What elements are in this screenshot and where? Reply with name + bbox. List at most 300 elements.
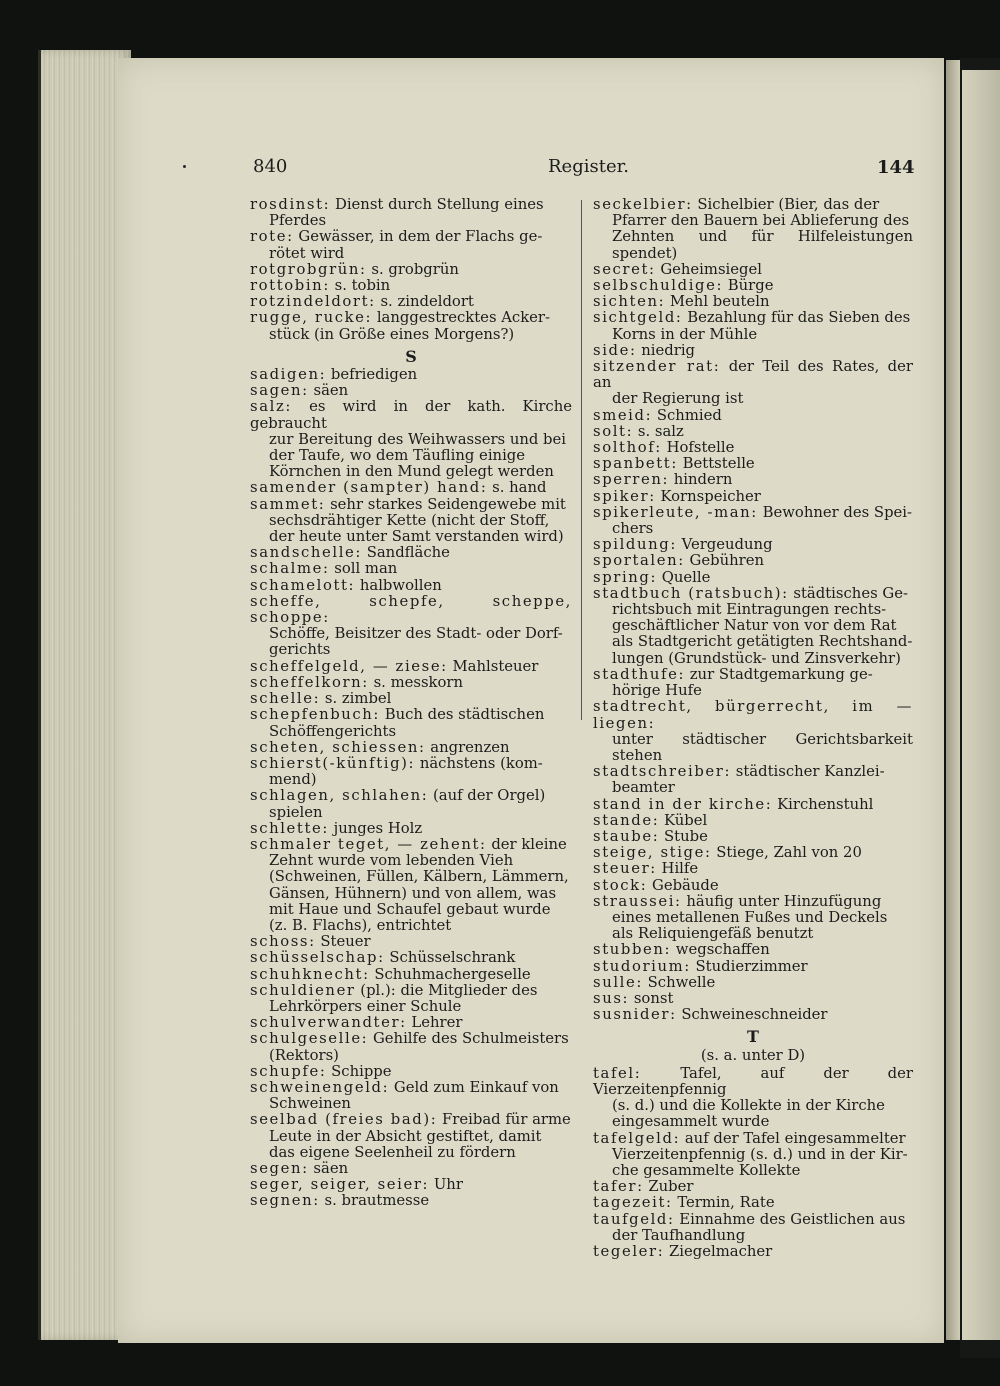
entry-first-line [250, 740, 572, 756]
entry-term: scheffe, schepfe, scheppe, schoppe: [250, 592, 572, 627]
entry-first-line [250, 934, 572, 950]
entry-term: tegeler: [593, 1243, 665, 1260]
index-entry [593, 505, 913, 537]
entry-continuation: Leute in der Absicht gestiftet, damit [269, 1127, 542, 1145]
entry-first-line [593, 1131, 913, 1147]
entry-term: spildung: [593, 536, 677, 554]
entry-first-line [250, 983, 572, 999]
entry-definition: Gewässer, in dem der Flachs ge- [293, 228, 543, 246]
entry-first-line [593, 813, 913, 829]
entry-definition: Gebühren [684, 552, 765, 570]
entry-definition: der Teil des Rates, der an [593, 358, 913, 392]
entry-first-line [593, 408, 913, 424]
entry-first-line [593, 1179, 913, 1195]
index-entry [593, 861, 913, 877]
entry-definition: niedrig [636, 341, 696, 359]
entry-first-line [593, 424, 913, 440]
entry-first-line [593, 797, 913, 813]
entry-first-line [250, 659, 572, 675]
entry-term: scheffelkorn: [250, 673, 369, 691]
page-gutter-shadow [946, 60, 960, 1340]
entry-term: stock: [593, 876, 648, 894]
entry-term: schalme: [250, 560, 330, 578]
entry-first-line [593, 310, 913, 326]
entry-first-line [250, 707, 572, 723]
entry-term: staube: [593, 827, 660, 845]
entry-definition: (auf der Orgel) [428, 787, 546, 805]
entry-first-line [250, 545, 572, 561]
index-entry [593, 1179, 913, 1195]
entry-term: schlagen, schlahen: [250, 787, 429, 805]
entry-definition: wegschaffen [671, 941, 770, 959]
entry-definition: sonst [629, 989, 674, 1007]
entry-term: seger, seiger, seier: [250, 1176, 430, 1194]
entry-definition: halbwollen [355, 576, 442, 594]
entry-definition: Steuer [315, 933, 371, 951]
entry-definition: Geld zum Einkauf von [389, 1078, 559, 1096]
entry-first-line [593, 537, 913, 553]
page-number-right: 144 [877, 157, 915, 178]
entry-continuation: geschäftlicher Natur von vor dem Rat [612, 617, 897, 635]
index-entry [250, 578, 572, 594]
entry-term: sagen: [250, 382, 309, 400]
entry-first-line [593, 505, 913, 521]
entry-term: taufgeld: [593, 1210, 675, 1228]
entry-first-line [593, 343, 913, 359]
entry-definition: Vergeudung [676, 536, 773, 554]
entry-first-line [250, 399, 572, 431]
entry-first-line [250, 691, 572, 707]
entry-first-line [250, 1161, 572, 1177]
entry-term: rugge, rucke: [250, 309, 373, 327]
entry-term: sichtgeld: [593, 309, 683, 327]
index-entry [250, 740, 572, 756]
entry-definition: Bezahlung für das Sieben des [682, 309, 911, 327]
entry-definition: Geheimsiegel [655, 260, 762, 278]
index-entry [250, 691, 572, 707]
entry-term: schoss: [250, 933, 316, 951]
index-entry [593, 586, 913, 667]
index-entry [593, 262, 913, 278]
entry-continuation: eingesammelt wurde [612, 1113, 770, 1131]
entry-continuation: unter städtischer Gerichtsbarkeit stehen [612, 730, 913, 764]
entry-first-line [593, 1066, 913, 1098]
entry-first-line [250, 561, 572, 577]
entry-term: segen: [250, 1159, 309, 1177]
entry-first-line [593, 878, 913, 894]
entry-definition: Buch des städtischen [380, 706, 545, 724]
entry-term: sportalen: [593, 552, 685, 570]
entry-first-line [250, 1112, 572, 1128]
entry-continuation: das eigene Seelenheil zu fördern [269, 1143, 516, 1161]
entry-definition: Stiege, Zahl von 20 [711, 844, 862, 862]
entry-term: solt: [593, 422, 634, 440]
entry-definition: hindern [669, 471, 733, 489]
entry-first-line [250, 788, 572, 804]
index-entry [593, 894, 913, 943]
index-entry [250, 229, 572, 261]
entry-definition: Studierzimmer [690, 957, 808, 975]
entry-continuation: hörige Hufe [612, 682, 702, 700]
entry-continuation: der Taufhandlung [612, 1226, 746, 1244]
entry-term: rotzindeldort: [250, 293, 376, 311]
entry-first-line [250, 197, 572, 213]
entry-definition: Bewohner des Spei- [757, 503, 913, 521]
entry-definition: soll man [329, 560, 398, 578]
entry-continuation: Gänsen, Hühnern) und von allem, was [269, 884, 557, 902]
entry-continuation: Körnchen in den Mund gelegt werden [269, 463, 554, 481]
entry-term: tafer: [593, 1178, 644, 1196]
entry-continuation: (s. d.) und die Kollekte in der Kirche [612, 1097, 885, 1115]
entry-first-line [250, 278, 572, 294]
entry-term: tafel: [593, 1064, 642, 1082]
entry-term: sichten: [593, 293, 666, 311]
entry-term: rote: [250, 228, 294, 246]
entry-term: schweinengeld: [250, 1078, 390, 1096]
entry-term: stadtbuch (ratsbuch): [593, 584, 789, 602]
entry-continuation: gerichts [269, 641, 331, 659]
entry-first-line [593, 1007, 913, 1023]
index-entry [593, 278, 913, 294]
entry-first-line [250, 294, 572, 310]
index-entry [593, 359, 913, 408]
index-entry [593, 1244, 913, 1260]
entry-first-line [593, 553, 913, 569]
running-title: Register. [548, 156, 629, 177]
entry-term: segnen: [250, 1192, 320, 1210]
index-entry [250, 310, 572, 342]
entry-term: spring: [593, 568, 658, 586]
index-entry [593, 975, 913, 991]
entry-continuation: (Schweinen, Füllen, Kälbern, Lämmern, [269, 868, 569, 886]
entry-term: stadthufe: [593, 665, 686, 683]
entry-definition: Termin, Rate [672, 1194, 775, 1212]
entry-continuation: als Reliquiengefäß benutzt [612, 925, 814, 943]
index-entry [250, 967, 572, 983]
entry-definition: s. brautmesse [319, 1192, 430, 1210]
entry-definition: Sandfläche [362, 544, 450, 562]
index-entry [593, 1195, 913, 1211]
index-entry [593, 959, 913, 975]
entry-definition: langgestrecktes Acker- [372, 309, 551, 327]
entry-term: schamelott: [250, 576, 356, 594]
entry-first-line [250, 383, 572, 399]
index-entry [593, 845, 913, 861]
entry-definition: angrenzen [425, 738, 510, 756]
entry-term: sperren: [593, 471, 670, 489]
entry-first-line [593, 197, 913, 213]
entry-definition: Mehl beuteln [665, 293, 770, 311]
entry-definition: städtischer Kanzlei- [731, 763, 885, 781]
entry-first-line [593, 894, 913, 910]
entry-definition: Zuber [643, 1178, 694, 1196]
index-entry [250, 294, 572, 310]
index-entry [250, 561, 572, 577]
entry-continuation: Vierzeitenpfennig (s. d.) und in der Kir- [612, 1145, 908, 1163]
entry-term: seckelbier: [593, 196, 693, 213]
entry-first-line [250, 1031, 572, 1047]
entry-first-line [250, 1080, 572, 1096]
entry-term: spiker: [593, 487, 656, 505]
entry-term: sammet: [250, 495, 326, 513]
entry-continuation: eines metallenen Fußes und Deckels [612, 908, 888, 926]
entry-term: smeid: [593, 406, 653, 424]
entry-term: samender (sampter) hand: [250, 479, 488, 497]
entry-first-line [593, 667, 913, 683]
entry-first-line [593, 586, 913, 602]
column-divider [581, 200, 582, 720]
index-entry [593, 294, 913, 310]
index-entry [593, 456, 913, 472]
entry-term: sulle: [593, 973, 643, 991]
entry-definition: auf der Tafel eingesammelter [680, 1129, 906, 1147]
entry-term: schuhknecht: [250, 965, 370, 983]
entry-definition: häufig unter Hinzufügung [681, 892, 882, 910]
entry-term: stadtrecht, bürgerrecht, im — liegen: [593, 698, 913, 732]
entry-continuation: lungen (Grundstück- und Zinsverkehr) [612, 649, 901, 667]
index-entry [593, 537, 913, 553]
index-entry [593, 764, 913, 796]
entry-first-line [250, 594, 572, 626]
entry-definition: Schüsselschrank [384, 949, 516, 967]
index-entry [593, 1066, 913, 1131]
entry-continuation: che gesammelte Kollekte [612, 1161, 801, 1179]
index-entry [250, 594, 572, 659]
entry-first-line [250, 1064, 572, 1080]
entry-definition: Kübel [659, 811, 708, 829]
entry-term: sandschelle: [250, 544, 362, 562]
entry-definition: Einnahme des Geistlichen aus [674, 1210, 906, 1228]
entry-definition: Ziegelmacher [664, 1243, 773, 1260]
entry-definition: Lehrer [406, 1014, 463, 1032]
index-entry [250, 756, 572, 788]
entry-term: sitzender rat: [593, 358, 721, 376]
entry-continuation: mend) [269, 771, 317, 789]
index-entry [250, 821, 572, 837]
entry-first-line [250, 756, 572, 772]
entry-continuation: Schöffengerichts [269, 722, 397, 740]
entry-term: rottobin: [250, 277, 330, 295]
entry-continuation: Lehrkörpers einer Schule [269, 997, 462, 1015]
index-entry [593, 991, 913, 1007]
index-entry [593, 310, 913, 342]
entry-term: stubben: [593, 941, 672, 959]
index-entry [250, 707, 572, 739]
entry-term: solthof: [593, 439, 662, 457]
entry-first-line [593, 359, 913, 391]
right-entries-before [593, 197, 913, 1023]
index-entry [593, 699, 913, 764]
entry-term: rosdinst: [250, 196, 331, 213]
index-entry [593, 440, 913, 456]
entry-continuation: beamter [612, 779, 675, 797]
entry-definition: Kirchenstuhl [772, 795, 874, 813]
entry-definition: säen [308, 382, 349, 400]
index-entry [593, 197, 913, 262]
entry-definition: s. tobin [329, 277, 391, 295]
entry-definition: der kleine [486, 835, 567, 853]
entry-definition: Bürge [723, 277, 774, 295]
entry-term: schupfe: [250, 1062, 327, 1080]
index-entry [593, 424, 913, 440]
entry-first-line [250, 367, 572, 383]
entry-first-line [593, 829, 913, 845]
entry-term: sadigen: [250, 366, 327, 384]
entry-first-line [250, 578, 572, 594]
entry-definition: es wird in der kath. Kirche gebraucht [250, 398, 572, 432]
entry-first-line [593, 472, 913, 488]
entry-definition: säen [308, 1159, 349, 1177]
entry-continuation: mit Haue und Schaufel gebaut wurde [269, 900, 551, 918]
entry-continuation: Zehnten und für Hilfeleistungen spendet) [612, 228, 913, 262]
index-entry [250, 837, 572, 934]
entry-continuation: der heute unter Samt verstanden wird) [269, 528, 564, 546]
left-entries-before [250, 197, 572, 343]
entry-continuation: (z. B. Flachs), entrichtet [269, 916, 452, 934]
index-entry [250, 1031, 572, 1063]
entry-definition: s. zindeldort [375, 293, 474, 311]
entry-first-line [593, 440, 913, 456]
entry-definition: befriedigen [326, 366, 418, 384]
entry-continuation: richtsbuch mit Eintragungen rechts- [612, 601, 887, 619]
entry-continuation: der Regierung ist [612, 390, 744, 408]
index-entry [593, 1007, 913, 1023]
left-column [250, 197, 572, 1210]
entry-first-line [593, 278, 913, 294]
entry-term: schüsselschap: [250, 949, 385, 967]
entry-term: schepfenbuch: [250, 706, 381, 724]
entry-first-line [250, 967, 572, 983]
entry-term: schulverwandter: [250, 1014, 407, 1032]
index-entry [250, 367, 572, 383]
entry-definition: s. hand [487, 479, 547, 497]
entry-continuation: Korns in der Mühle [612, 325, 758, 343]
entry-first-line [250, 821, 572, 837]
entry-term: stand in der kirche: [593, 795, 773, 813]
entry-continuation: Schöffe, Beisitzer des Stadt- oder Dorf- [269, 625, 563, 643]
entry-term: schelle: [250, 690, 321, 708]
entry-first-line [593, 456, 913, 472]
entry-definition: s. grobgrün [366, 260, 459, 278]
right-column [593, 197, 913, 1260]
entry-term: steige, stige: [593, 844, 712, 862]
entry-continuation: Pfarrer den Bauern bei Ablieferung des [612, 212, 910, 230]
entry-first-line [593, 489, 913, 505]
index-entry [250, 1015, 572, 1031]
index-entry [250, 659, 572, 675]
entry-first-line [250, 497, 572, 513]
section-note: (s. a. unter D) [700, 1046, 806, 1064]
entry-definition: Bettstelle [677, 455, 755, 473]
entry-first-line [250, 480, 572, 496]
entry-definition: junges Holz [328, 819, 423, 837]
entry-first-line [593, 845, 913, 861]
entry-definition: Schippe [326, 1062, 392, 1080]
entry-term: tafelgeld: [593, 1129, 681, 1147]
entry-continuation: Pferdes [269, 212, 327, 230]
entry-term: spikerleute, -man: [593, 503, 758, 521]
index-entry [250, 788, 572, 820]
entry-term: sus: [593, 989, 630, 1007]
entry-continuation: Zehnt wurde vom lebenden Vieh [269, 852, 514, 870]
entry-first-line [250, 950, 572, 966]
entry-continuation: der Taufe, wo dem Täufling einige [269, 447, 526, 465]
entry-definition: Mahlsteuer [447, 657, 539, 675]
entry-definition: Stube [659, 827, 708, 845]
right-entries-after [593, 1066, 913, 1260]
entry-term: seelbad (freies bad): [250, 1111, 438, 1129]
index-entry [593, 472, 913, 488]
index-entry [593, 408, 913, 424]
entry-definition: Tafel, auf der der Vierzeitenpfennig [593, 1064, 913, 1098]
entry-definition: Quelle [657, 568, 711, 586]
entry-continuation: spielen [269, 803, 323, 821]
entry-first-line [593, 959, 913, 975]
entry-first-line [250, 1193, 572, 1209]
entry-term: stande: [593, 811, 660, 829]
entry-first-line [593, 1212, 913, 1228]
index-entry [250, 278, 572, 294]
entry-definition: Schmied [652, 406, 722, 424]
index-entry [593, 1212, 913, 1244]
entry-term: tagezeit: [593, 1194, 673, 1212]
index-entry [250, 1080, 572, 1112]
entry-definition: Gehilfe des Schulmeisters [368, 1030, 569, 1048]
entry-definition: Hofstelle [661, 439, 735, 457]
entry-definition: Dienst durch Stellung eines [330, 196, 544, 213]
entry-term: stadtschreiber: [593, 763, 732, 781]
entry-first-line [250, 229, 572, 245]
entry-first-line [250, 837, 572, 853]
section-letter-t: T [747, 1027, 759, 1047]
index-entry [593, 667, 913, 699]
section-letter-s: S [405, 346, 417, 366]
entry-definition: zur Stadtgemarkung ge- [685, 665, 873, 683]
index-entry [250, 1112, 572, 1161]
page-speck [183, 165, 186, 168]
index-entry [250, 675, 572, 691]
entry-definition: städtisches Ge- [788, 584, 908, 602]
entry-term: schulgeselle: [250, 1030, 369, 1048]
index-entry [250, 1177, 572, 1193]
index-entry [250, 480, 572, 496]
index-entry [593, 553, 913, 569]
entry-first-line [250, 1015, 572, 1031]
entry-definition: (pl.): die Mitglieder des [355, 981, 538, 999]
index-entry [250, 399, 572, 480]
index-entry [250, 1161, 572, 1177]
entry-definition: Hilfe [656, 860, 699, 878]
entry-first-line [593, 1195, 913, 1211]
entry-term: salz: [250, 398, 292, 416]
entry-first-line [593, 294, 913, 310]
index-entry [250, 197, 572, 229]
entry-term: straussei: [593, 892, 682, 910]
entry-term: side: [593, 341, 637, 359]
entry-definition: Kornspeicher [655, 487, 761, 505]
entry-term: schuldiener [250, 981, 356, 999]
facing-page-edge [962, 70, 1000, 1340]
index-entry [250, 545, 572, 561]
entry-first-line [593, 262, 913, 278]
entry-first-line [593, 975, 913, 991]
entry-first-line [593, 764, 913, 780]
entry-continuation: als Stadtgericht getätigten Rechtshand- [612, 633, 913, 651]
index-entry [250, 383, 572, 399]
entry-term: studorium: [593, 957, 691, 975]
index-entry [593, 489, 913, 505]
index-entry [593, 1131, 913, 1180]
